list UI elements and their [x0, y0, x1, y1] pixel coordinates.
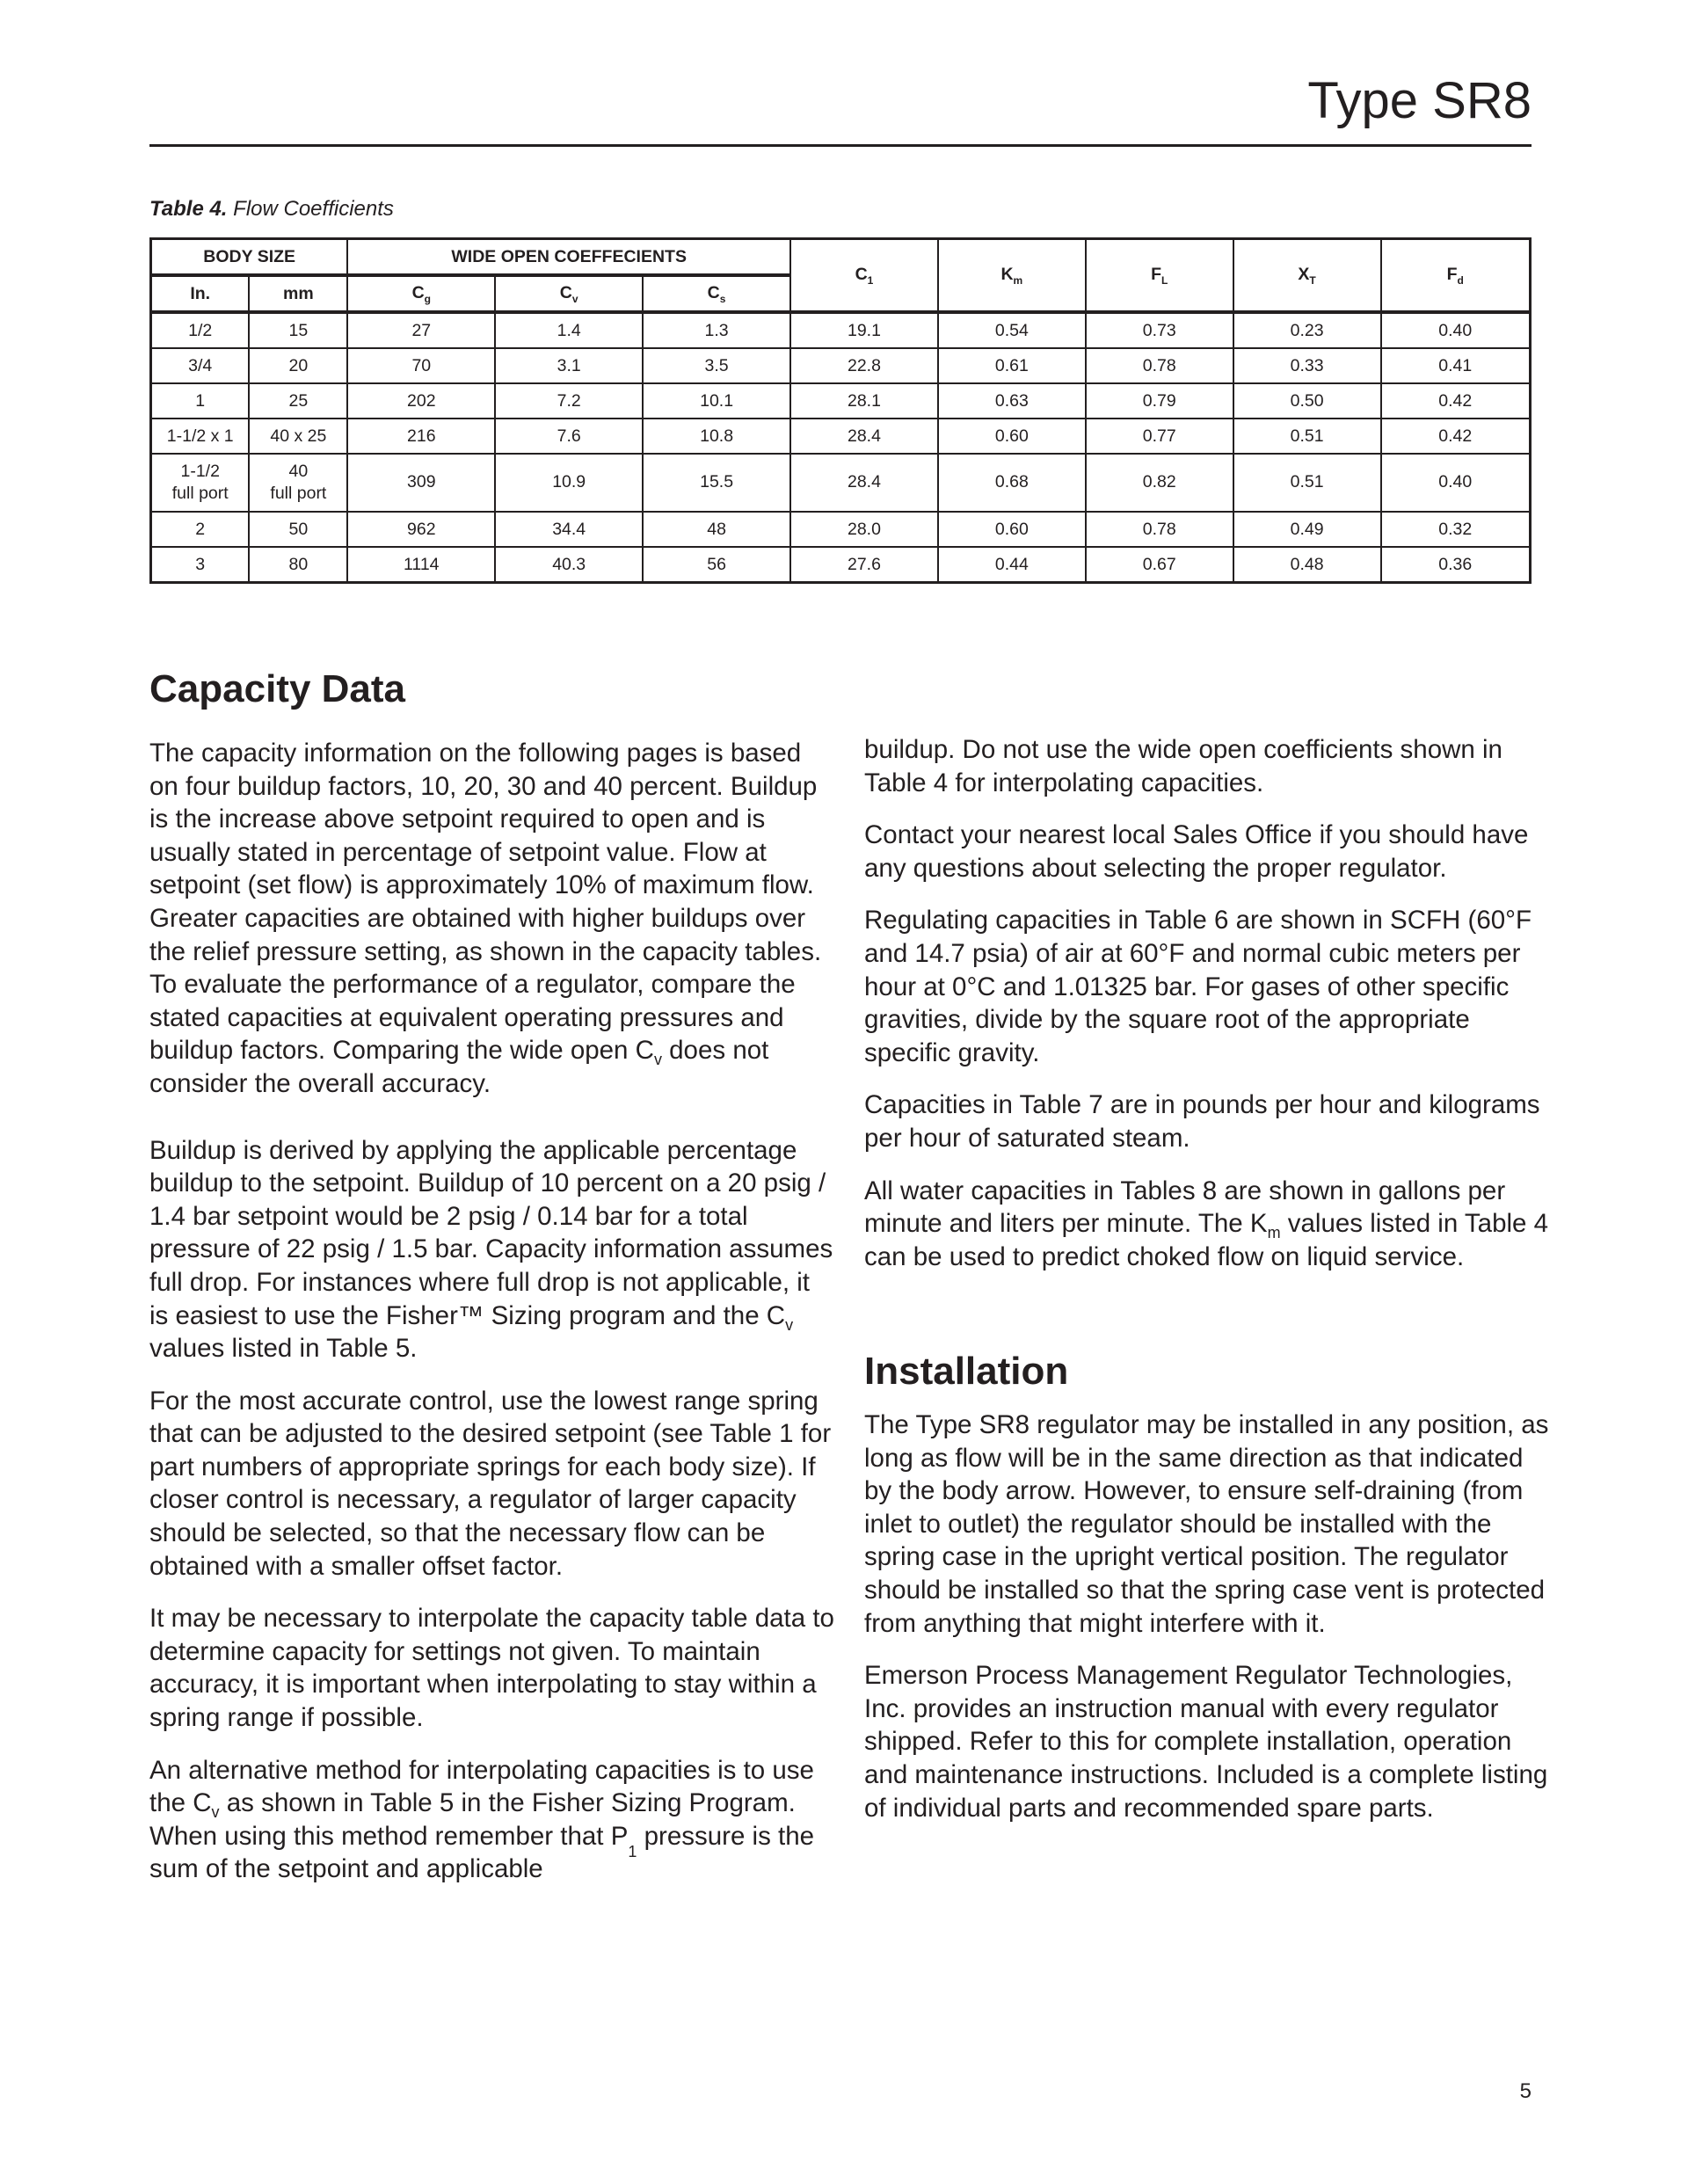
table-cell-c1: 28.0	[790, 512, 938, 547]
table-cell-cs: 56	[643, 547, 790, 583]
table-cell-cg: 962	[347, 512, 495, 547]
table-cell-in: 1	[151, 383, 250, 419]
table-cell-fd: 0.40	[1381, 454, 1531, 512]
table-cell-fl: 0.73	[1086, 312, 1233, 348]
table-cell-km: 0.44	[938, 547, 1086, 583]
capacity-right-column	[864, 733, 1550, 1292]
table-row	[151, 312, 1531, 348]
cs-header: $C_s$	[643, 275, 790, 312]
table-cell-cg: 1114	[347, 547, 495, 583]
capacity-paragraph: An alternative method for interpolating capacities is to use the $C_v$ as shown in Table 5 in the Fisher Sizing Program. When using this method remember that $P_1$ pressure is the sum of the setpoint and applicable	[149, 1755, 815, 1884]
table-caption	[149, 197, 394, 222]
table-cell-cg: 216	[347, 419, 495, 454]
c1-header: $C_1$	[790, 239, 938, 313]
table-cell-km: 0.68	[938, 454, 1086, 512]
capacity-paragraph: Contact your nearest local Sales Office if you should have any questions about selecting the proper regulator.	[864, 820, 1529, 883]
table-cell-mm: 40 x 25	[249, 419, 347, 454]
capacity-paragraph: Buildup is derived by applying the applicable percentage buildup to the setpoint. Buildup of 10 percent on a 20 psig / 1.4 bar setpoint would be 2 psig / 0.14 bar for a total pressure of 22 psig / 1.5 bar. Capacity information assumes full drop. For instances where full drop is not applicable, it is easiest to use the Fisher™ Sizing program and the $C_v$ values listed in Table 5.	[149, 1135, 833, 1364]
table-cell-km: 0.60	[938, 512, 1086, 547]
table-cell-km: 0.54	[938, 312, 1086, 348]
table-cell-xt: 0.33	[1233, 348, 1381, 383]
cv-header: $C_v$	[495, 275, 643, 312]
table-row	[151, 383, 1531, 419]
table-row	[151, 454, 1531, 512]
table-cell-xt: 0.49	[1233, 512, 1381, 547]
fd-header: $F_d$	[1381, 239, 1531, 313]
table-cell-fd: 0.40	[1381, 312, 1531, 348]
in-header: In.	[151, 275, 250, 312]
table-cell-c1: 27.6	[790, 547, 938, 583]
table-cell-in: 1-1/2 x 1	[151, 419, 250, 454]
capacity-paragraph: All water capacities in Tables 8 are shown in gallons per minute and liters per minute. The $K_m$ values listed in Table 4 can be used to predict choked flow on liquid service.	[864, 1176, 1549, 1271]
capacity-left-column	[149, 737, 835, 1905]
table-cell-fd: 0.42	[1381, 419, 1531, 454]
table-cell-mm: 25	[249, 383, 347, 419]
table-cell-fl: 0.78	[1086, 512, 1233, 547]
installation-paragraph: Emerson Process Management Regulator Technologies, Inc. provides an instruction manual with every regulator shipped. Refer to this for complete installation, operation and maintenance instructions. Included is a complete listing of individual parts and recommended spare parts.	[864, 1661, 1548, 1823]
table-cell-in: 3	[151, 547, 250, 583]
table-cell-c1: 28.4	[790, 419, 938, 454]
table-cell-cv: 7.6	[495, 419, 643, 454]
table-cell-fd: 0.42	[1381, 383, 1531, 419]
table-cell-km: 0.63	[938, 383, 1086, 419]
table-cell-km: 0.61	[938, 348, 1086, 383]
table-row	[151, 348, 1531, 383]
capacity-paragraph: It may be necessary to interpolate the capacity table data to determine capacity for settings not given. To maintain accuracy, it is important when interpolating to stay within a spring range if possible.	[149, 1604, 834, 1733]
body-size-header: BODY SIZE	[151, 239, 348, 276]
wide-open-header: WIDE OPEN COEFFECIENTS	[347, 239, 790, 276]
table-cell-cs: 10.8	[643, 419, 790, 454]
table-cell-km: 0.60	[938, 419, 1086, 454]
table-cell-in: 3/4	[151, 348, 250, 383]
table-cell-mm: 15	[249, 312, 347, 348]
capacity-paragraph: Regulating capacities in Table 6 are shown in SCFH (60°F and 14.7 psia) of air at 60°F and normal cubic meters per hour at 0°C and 1.01325 bar. For gases of other specific gravities, divide by the square root of the appropriate specific gravity.	[864, 906, 1532, 1067]
table-cell-fd: 0.36	[1381, 547, 1531, 583]
flow-coefficients-table	[149, 237, 1532, 584]
table-row	[151, 512, 1531, 547]
table-cell-xt: 0.51	[1233, 419, 1381, 454]
table-cell-cv: 10.9	[495, 454, 643, 512]
capacity-paragraph: buildup. Do not use the wide open coefficients shown in Table 4 for interpolating capacities.	[864, 735, 1502, 797]
table-cell-xt: 0.48	[1233, 547, 1381, 583]
table-cell-mm: 80	[249, 547, 347, 583]
table-cell-in: 2	[151, 512, 250, 547]
table-cell-mm: 20	[249, 348, 347, 383]
table-cell-fd: 0.41	[1381, 348, 1531, 383]
document-title: Type SR8	[1307, 72, 1532, 129]
fl-header: $F_L$	[1086, 239, 1233, 313]
table-cell-xt: 0.23	[1233, 312, 1381, 348]
km-header: $K_m$	[938, 239, 1086, 313]
header-rule	[149, 144, 1532, 147]
table-cell-c1: 22.8	[790, 348, 938, 383]
table-cell-cv: 7.2	[495, 383, 643, 419]
table-cell-fl: 0.67	[1086, 547, 1233, 583]
table-cell-cv: 40.3	[495, 547, 643, 583]
table-cell-cv: 3.1	[495, 348, 643, 383]
table-caption-label: Table 4.	[149, 197, 228, 221]
table-cell-cs: 15.5	[643, 454, 790, 512]
table-cell-fl: 0.77	[1086, 419, 1233, 454]
table-cell-xt: 0.50	[1233, 383, 1381, 419]
table-cell-cg: 309	[347, 454, 495, 512]
table-cell-cs: 48	[643, 512, 790, 547]
capacity-data-heading: Capacity Data	[149, 667, 406, 710]
page-number: 5	[1519, 2079, 1532, 2103]
table-cell-c1: 19.1	[790, 312, 938, 348]
table-cell-in: 1-1/2 full port	[151, 454, 250, 512]
table-cell-c1: 28.1	[790, 383, 938, 419]
table-cell-c1: 28.4	[790, 454, 938, 512]
table-cell-mm: 40 full port	[249, 454, 347, 512]
table-cell-fl: 0.79	[1086, 383, 1233, 419]
installation-heading: Installation	[864, 1350, 1069, 1393]
cg-header: $C_g$	[347, 275, 495, 312]
table-cell-cs: 1.3	[643, 312, 790, 348]
capacity-paragraph: For the most accurate control, use the lowest range spring that can be adjusted to the desired setpoint (see Table 1 for part numbers of appropriate springs for each body size). If closer control is necessary, a regulator of larger capacity should be selected, so that the necessary flow can be obtained with a smaller offset factor.	[149, 1386, 832, 1581]
table-cell-cs: 3.5	[643, 348, 790, 383]
table-cell-cs: 10.1	[643, 383, 790, 419]
installation-column	[864, 1409, 1550, 1844]
table-cell-xt: 0.51	[1233, 454, 1381, 512]
table-cell-fd: 0.32	[1381, 512, 1531, 547]
capacity-paragraph: Capacities in Table 7 are in pounds per hour and kilograms per hour of saturated steam.	[864, 1090, 1540, 1153]
table-cell-cg: 27	[347, 312, 495, 348]
table-cell-cg: 70	[347, 348, 495, 383]
mm-header: mm	[249, 275, 347, 312]
xt-header: $X_T$	[1233, 239, 1381, 313]
table-row	[151, 547, 1531, 583]
table-caption-text: Flow Coefficients	[233, 197, 394, 221]
capacity-paragraph: The capacity information on the following pages is based on four buildup factors, 10, 20, 30 and 40 percent. Buildup is the increase above setpoint required to open and is usually stated in percentage of setpoint value. Flow at setpoint (set flow) is approximately 10% of maximum flow. Greater capacities are obtained with higher buildups over the relief pressure setting, as shown in the capacity tables. To evaluate the performance of a regulator, compare the stated capacities at equivalent operating pressures and buildup factors. Comparing the wide open $C_v$ does not consider the overall accuracy.	[149, 739, 822, 1098]
installation-paragraph: The Type SR8 regulator may be installed in any position, as long as flow will be in the same direction as that indicated by the body arrow. However, to ensure self-draining (from inlet to outlet) the regulator should be installed with the spring case in the upright vertical position. The regulator should be installed so that the spring case vent is protected from anything that might interfere with it.	[864, 1410, 1549, 1638]
table-cell-fl: 0.78	[1086, 348, 1233, 383]
table-cell-in: 1/2	[151, 312, 250, 348]
table-cell-fl: 0.82	[1086, 454, 1233, 512]
table-cell-cv: 1.4	[495, 312, 643, 348]
table-cell-cv: 34.4	[495, 512, 643, 547]
table-cell-mm: 50	[249, 512, 347, 547]
table-cell-cg: 202	[347, 383, 495, 419]
table-row	[151, 419, 1531, 454]
